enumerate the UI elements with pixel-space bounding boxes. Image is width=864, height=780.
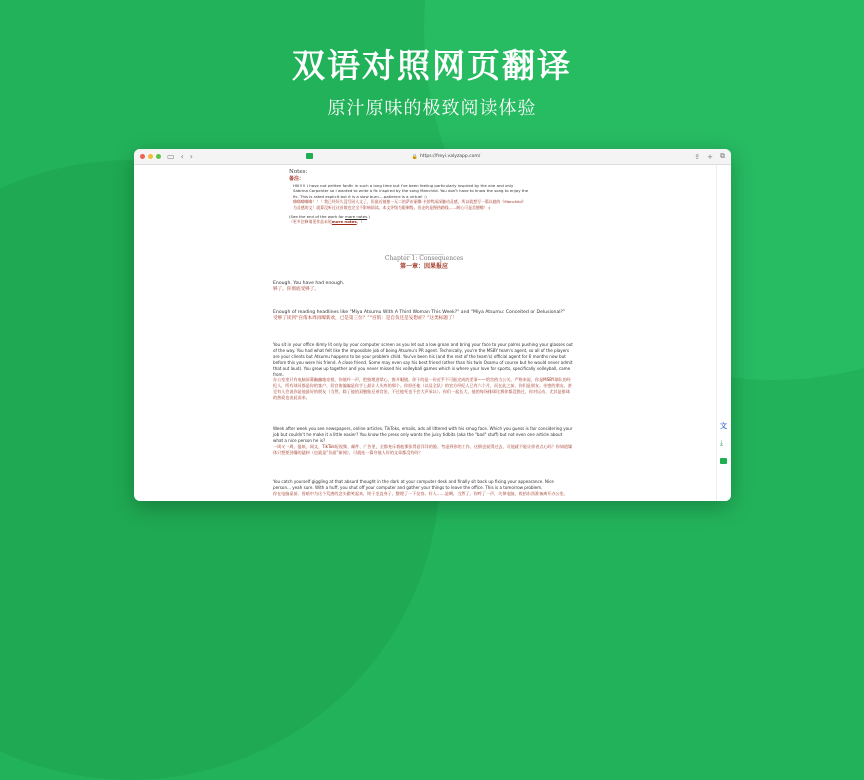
minimize-window-button[interactable] (148, 154, 153, 159)
paragraph (273, 310, 573, 323)
tab-overview-icon[interactable]: ⧉ (720, 152, 725, 160)
translate-icon[interactable]: 文 (720, 422, 727, 430)
chapter-title: Chapter 1: Consequences (384, 255, 464, 262)
notes-section (289, 169, 529, 225)
paragraph (273, 281, 573, 294)
chapter-title-translation: 第一章：因果报应 (399, 263, 448, 270)
more-notes-link[interactable]: more notes (345, 214, 368, 220)
notes-body: HIII!!!! I have not written fanfic in such a long time but I've been feeling particularly inspired by the one and only Sabrina Carpenter so I wanted to write a fic inspired by the song Manchild. You don't have to know the song to enjoy the fic. This is rated explicit but it is a slow burn....patience is a virtue! :) (293, 183, 529, 199)
zoom-window-button[interactable] (156, 154, 161, 159)
share-icon[interactable]: ⇪ (694, 152, 701, 161)
lock-icon: 🔒 (411, 153, 418, 160)
paragraph-translation: 你在电脑桌前、昏暗中为这个荒唐的念头偷笑起来，终于坐直身子，整理了一下仪容。好人……是啊，当然了。你哼了一声，关掉电脑，收拾东西准备离开办公室。 (273, 490, 568, 496)
see-end-note-translation: （更多注释请见作品末尾more notes。） (289, 219, 365, 225)
notes-heading: Notes: (289, 169, 308, 175)
download-icon[interactable]: ⤓ (720, 439, 724, 447)
paragraph-translation: 够了。你彻底受够了。 (273, 287, 319, 293)
paragraph-text: You sit in your office dimly lit only by your computer screen as you let out a low groan and bring your face to your palms pushing your glasses out of the way. You had what felt like the impossible job of being Atsumu's PR agent. Technically, you're the MSBY team's agent, so all of the players are your clients but Atsumu happens to be your problem child. You've been his (and the rest of the team's) official agent for 6 months now but before this you were his friend. A close friend. Some may even say his best friend (other than his twin Osamu of course but he would never admit that out loud). You grew up together and you never missed his volleyball games which is where your love for sports, specifically volleyball, came from. (273, 342, 573, 377)
paragraph-text: Enough of reading headlines like "Miya Atsumu With A Third Woman This Week?" and "Miya Atsumu: Conceited or Delusional?" (273, 310, 566, 315)
sidebar-toggle-icon[interactable]: ▭ (167, 152, 175, 161)
page-content (134, 165, 716, 501)
paragraph-translation: 受够了读到“宫侑本周再曝新欢，已是第三位？”“宫侑：是自负还是妄想症？”这类标题了！ (273, 316, 458, 322)
more-notes-link-translation[interactable]: more notes (331, 219, 357, 225)
promo-title: 双语对照网页翻译 (292, 46, 572, 85)
address-bar[interactable] (396, 152, 496, 161)
paragraph-text: You catch yourself giggling at that absurd thought in the dark at your computer desk and finally sit back up fixing your appearance. Nice person... yeah sure. With a huff, you shut off your computer and gather your things to leave the office. This is a tomorrow problem. (273, 479, 554, 490)
translator-extension-icon[interactable] (306, 153, 313, 159)
translator-sidebar (716, 165, 731, 501)
browser-window (134, 149, 731, 501)
notes-heading-translation: 备注： (289, 176, 305, 182)
new-tab-icon[interactable]: + (707, 152, 713, 161)
paragraph (273, 479, 573, 497)
paragraph-translation: 一周又一周，报纸、网文、TikTok短视频、邮件、广告里，全都充斥着他那张得意洋洋的脸。考虑到你的工作，这倒也说得过去，可他就不能让你省点心吗？你知道媒体只想要劲爆的猛料（也就是“负面”新闻），可就连一篇夸他人好的文章都没有吗？ (273, 443, 573, 455)
close-window-button[interactable] (140, 154, 145, 159)
paragraph-text: Enough. You have had enough. (273, 281, 345, 286)
paragraph (273, 426, 573, 456)
translator-logo-icon[interactable] (720, 458, 727, 464)
promo-subtitle: 原汁原味的极致阅读体验 (327, 98, 537, 119)
url-text: https://freyi.valyzapp.com/ (419, 154, 481, 159)
notes-body-translation: 嗨嗨嗨嗨嗨！！！我已经好久没写同人文了，但最近被独一无二的萨布丽娜·卡彭特深深触动灵感，所以就想写一篇以她的《Manchild》为灵感的文！就算没听过这首歌也完全不影响阅读。本文评级为限制级，但走的是慢热路线……耐心可是美德哦！:) (293, 199, 526, 210)
see-end-note: (See the end of the work for more notes.) (289, 214, 370, 220)
browser-toolbar (134, 149, 731, 165)
forward-icon[interactable]: › (189, 152, 193, 161)
chapter-heading (274, 254, 574, 271)
paragraph-translation: 办公室里只有电脑屏幕幽幽地亮着，你低吟一声，把脸埋进掌心，推开眼镜。你干的是一份近乎不可能完成的差事——给宫侑当公关。严格来说，你是MSBY球队的经纪人，所有球员都是你的客户，但宫侑偏偏是你手上最让人头疼的那个。你担任他（以及全队）的官方经纪人已有六个月，而在此之前，你们是朋友。亲密的朋友。甚至有人会说你是他最好的朋友（当然，除了他的双胞胎兄弟宫治，不过他死也不会大声承认）。你们一起长大，他的每场排球比赛你都没错过，你对运动、尤其是排球的热爱也由此而来。 (273, 377, 572, 401)
paragraph (273, 342, 573, 401)
paragraph-text: Week after week you see newspapers, online articles, TikToks, emails, ads all littered with his smug face. Which you guess is fair considering your job but couldn't he make it a little easier? You know the press only wants the juicy tidbits (aka the "bad" stuff) but not even one article about what a nice person he is? (273, 426, 573, 443)
back-icon[interactable]: ‹ (180, 152, 184, 161)
